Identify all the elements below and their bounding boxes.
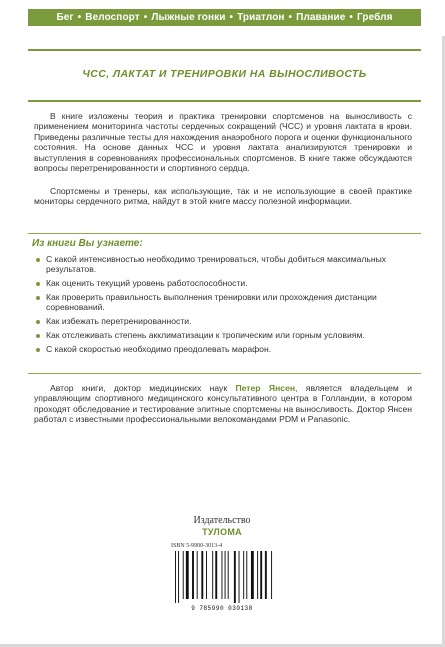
bullet-dot-icon: [36, 320, 40, 324]
barcode-bar: [192, 551, 194, 599]
learn-item: [34, 316, 414, 326]
sport-label: Триатлон: [237, 12, 285, 23]
barcode-bar: [246, 551, 247, 599]
second-paragraph: Спортсмены и тренеры, как использующие, так и не использующие в своей практике мониторы сердечного ритма, найдут в этой книге массу полезной информации.: [34, 186, 412, 207]
barcode: [171, 551, 273, 607]
learn-item-text: С какой скоростью необходимо преодолевать марафон.: [46, 343, 272, 354]
bullet-dot-icon: [36, 296, 40, 300]
sports-separator: •: [143, 12, 148, 23]
sport-label: Гребля: [357, 12, 393, 23]
sport-label: Бег: [56, 12, 74, 23]
learn-item-text: Как избежать перетренированности.: [46, 315, 192, 326]
learn-item-text: Как оценить текущий уровень работоспособности.: [46, 278, 248, 289]
author-paragraph: [34, 383, 412, 425]
sports-separator: •: [77, 12, 82, 23]
barcode-bar: [201, 551, 203, 599]
barcode-bar: [206, 551, 207, 599]
barcode-bar: [260, 551, 262, 599]
sport-label: Лыжные гонки: [151, 12, 226, 23]
barcode-bar: [225, 551, 226, 599]
barcode-bar: [183, 551, 184, 599]
sport-label: Плавание: [296, 12, 346, 23]
author-name: Петер Янсен: [235, 383, 296, 393]
barcode-bar: [186, 551, 189, 599]
barcode-bar: [175, 551, 176, 603]
learn-item: [34, 278, 414, 288]
barcode-bar: [215, 551, 217, 599]
sport-label: Велоспорт: [85, 12, 140, 23]
sports-separator: •: [349, 12, 353, 23]
barcode-bar: [234, 551, 236, 603]
publisher-name: ТУЛОМА: [202, 527, 242, 537]
learn-item: [34, 254, 414, 275]
barcode-bar: [228, 551, 229, 599]
barcode-bar: [239, 551, 240, 603]
isbn: ISBN 5-9900-3013-4: [171, 543, 223, 549]
learn-item: [34, 344, 414, 354]
bullet-dot-icon: [36, 282, 40, 286]
bullet-dot-icon: [36, 258, 40, 262]
learn-item-text: Как отслеживать степень акклиматизации к тропическим или горным условиям.: [46, 329, 365, 340]
title-rule-bottom: [28, 100, 421, 102]
barcode-bar: [251, 551, 254, 599]
sports-separator: •: [229, 12, 234, 23]
barcode-bar: [265, 551, 267, 599]
bullet-dot-icon: [36, 334, 40, 338]
sports-bar: [28, 9, 421, 26]
learn-item: [34, 330, 414, 340]
barcode-bar: [271, 551, 272, 599]
title-rule-top: [28, 49, 421, 51]
learn-item-text: С какой интенсивностью необходимо тренироваться, чтобы добиться максимальных результатов.: [46, 254, 387, 275]
sports-separator: •: [288, 12, 293, 23]
section-divider-bottom: [28, 373, 421, 374]
barcode-bar: [212, 551, 213, 599]
author-text-before: Автор книги, доктор медицинских наук: [50, 383, 236, 393]
barcode-digits: 9 785990 030138: [191, 605, 253, 612]
barcode-bar: [243, 551, 244, 599]
barcode-bar: [257, 551, 258, 599]
publisher-label: Издательство: [193, 515, 251, 526]
intro-paragraph: В книге изложены теория и практика тренировки спортсменов на выносливость с применением мониторинга частоты сердечных сокращений (ЧСС) и уровня лактата в крови. Приведены различные тесты для нахождения анаэробного порога и оценки функционального состояния. На основе данных ЧСС и уровня лактата анализируются тренировки и выступления в соревнованиях профессиональных спортсменов. В книге также обсуждаются вопросы перетренированности и спортивного сердца.: [34, 111, 412, 174]
learn-list: [34, 254, 414, 357]
bullet-dot-icon: [36, 348, 40, 352]
barcode-bar: [222, 551, 223, 599]
learn-header: Из книги Вы узнаете:: [32, 238, 143, 249]
book-title: ЧСС, ЛАКТАТ И ТРЕНИРОВКИ НА ВЫНОСЛИВОСТЬ: [82, 68, 367, 80]
barcode-graphic: [171, 551, 273, 605]
learn-item: [34, 292, 414, 313]
section-divider-top: [28, 233, 421, 234]
author-text-after: , является владельцем и управляющим спортивного медицинского консультативного центра в Голландии, в котором проходят обследование и тестирование элитные спортсмены на выносливость. Доктор Янсен работал с известными профессиональными велокомандами PDM и Panasonic.: [34, 383, 412, 425]
learn-item-text: Как проверить правильность выполнения тренировки или прохождения дистанции соревнований.: [46, 291, 377, 313]
barcode-bar: [178, 551, 179, 603]
barcode-bar: [197, 551, 198, 599]
